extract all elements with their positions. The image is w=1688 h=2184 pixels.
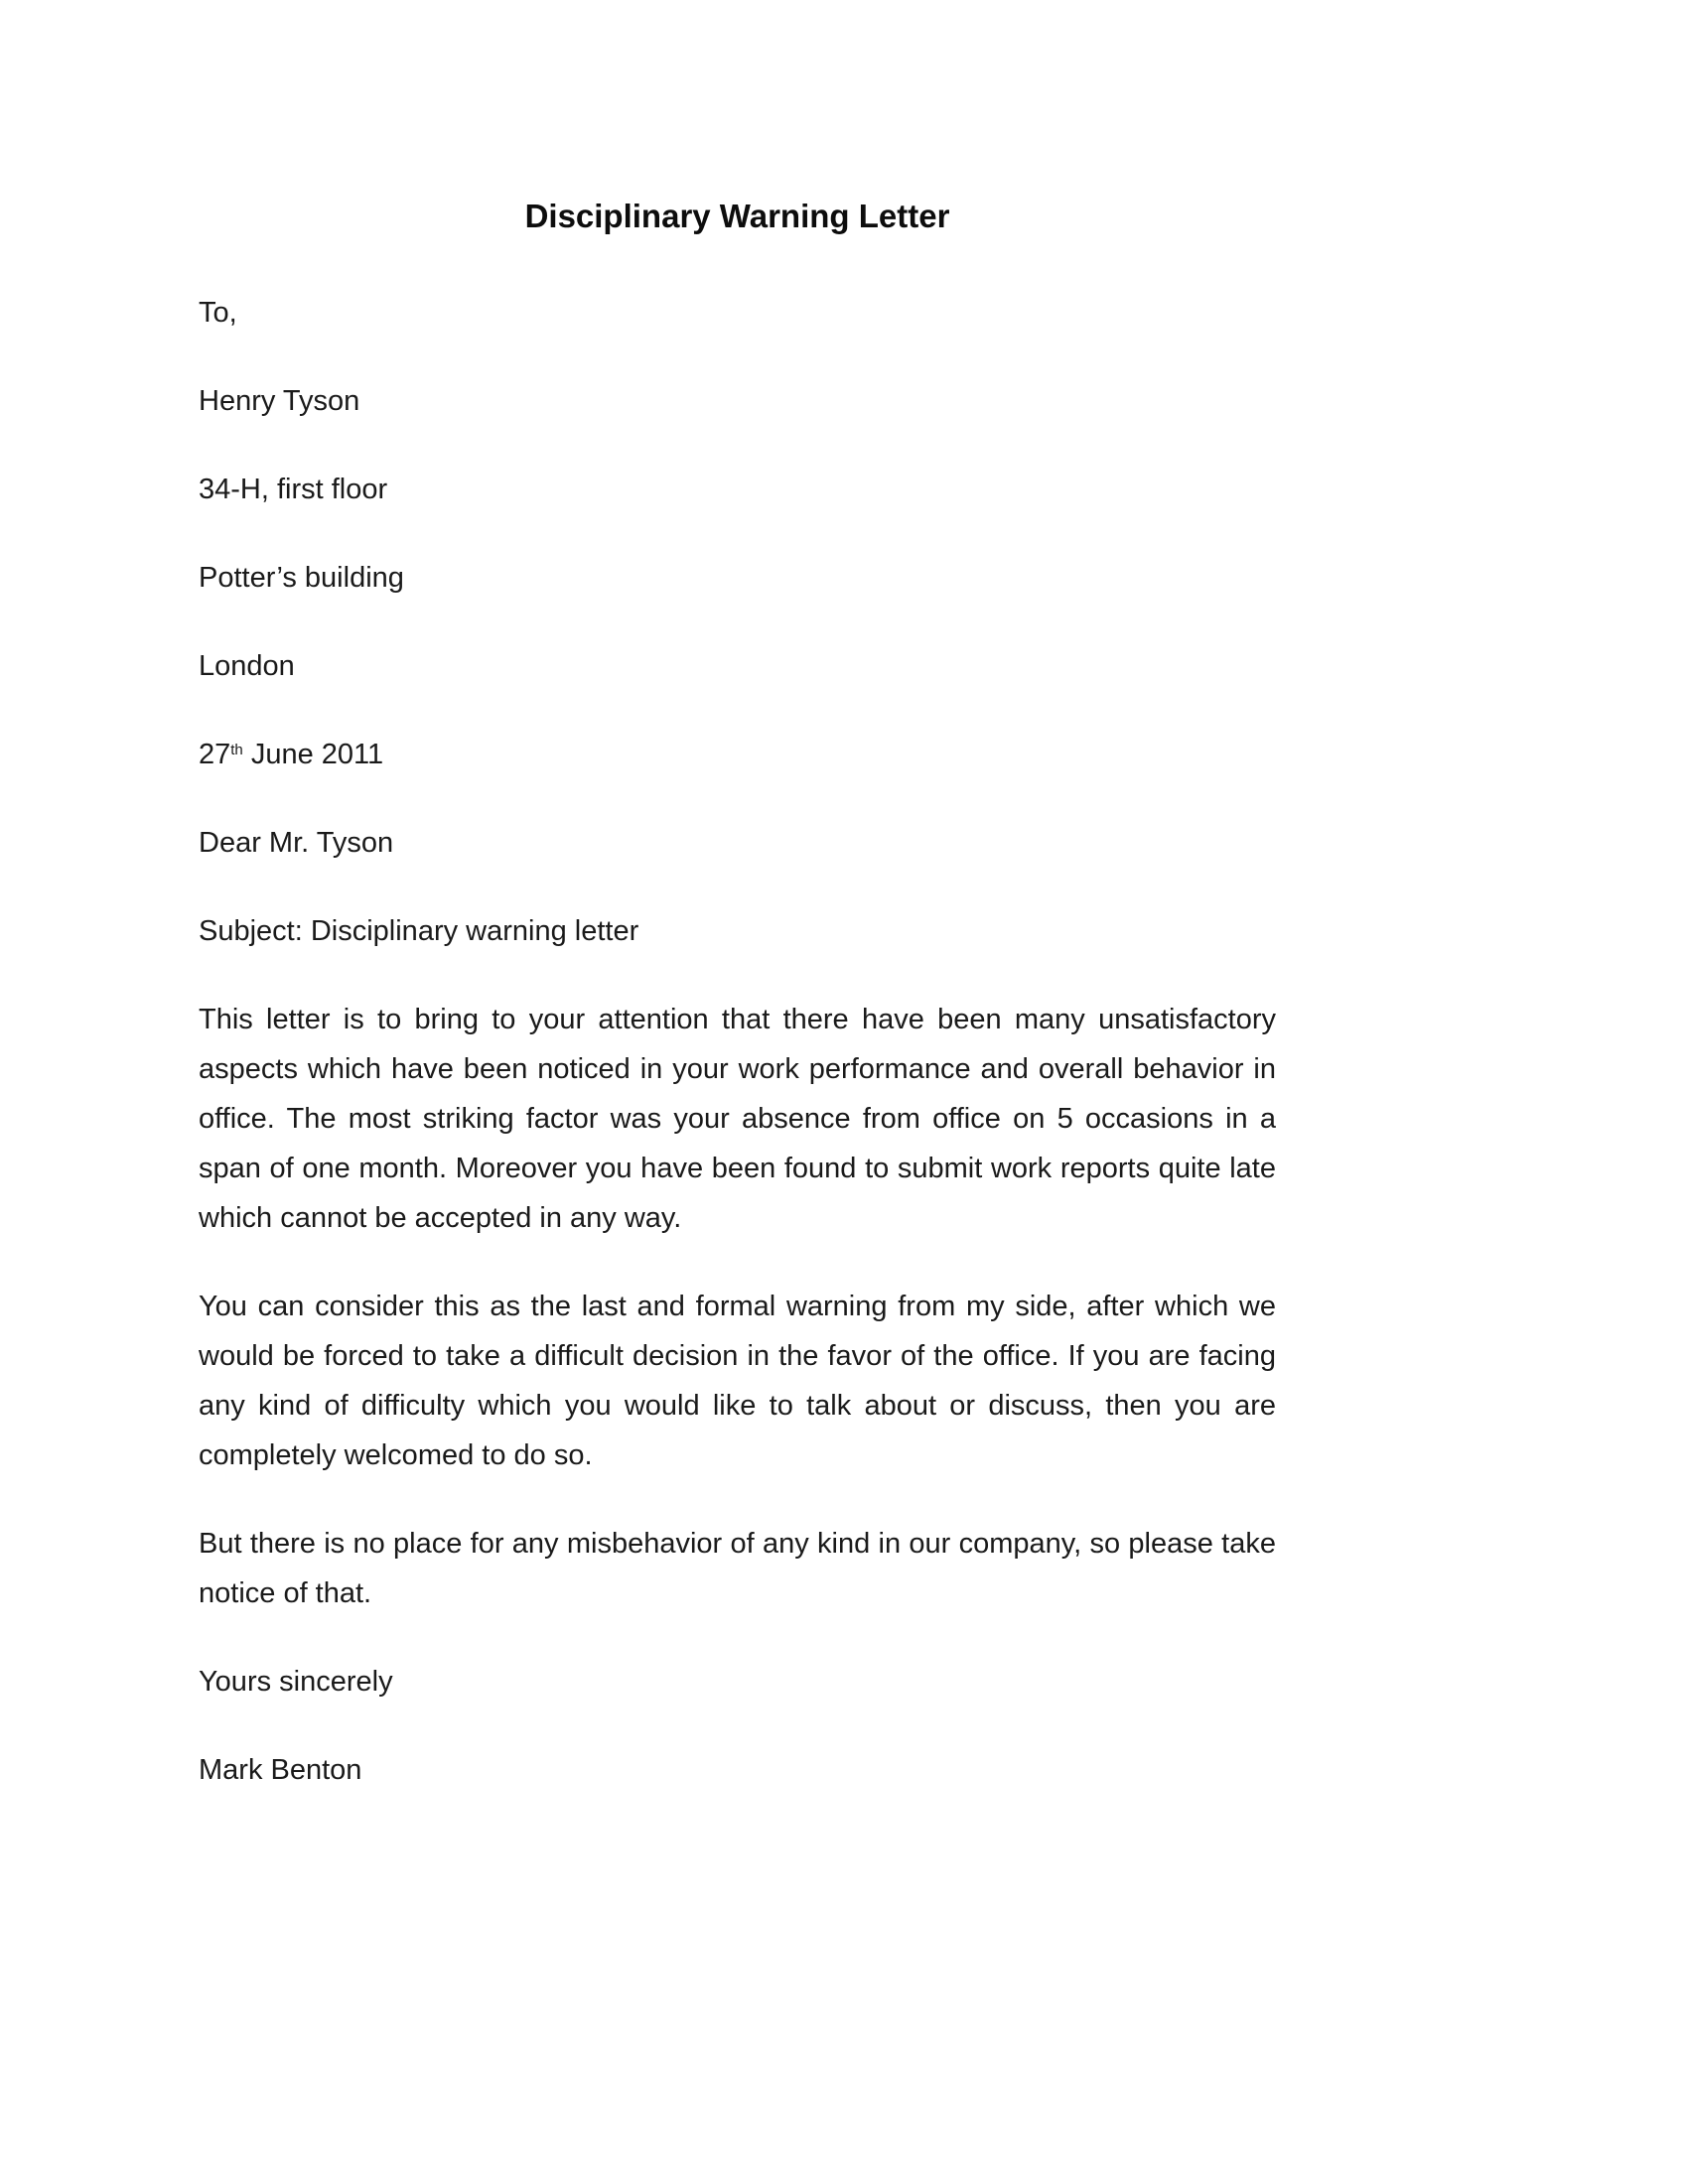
address-line: Potter’s building <box>199 562 404 594</box>
body-paragraph: This letter is to bring to your attention that there have been many unsatisfactory aspects which have been noticed in your work performance and overall behavior in office. The most striking factor was your absence from office on 5 occasions in a span of one month. Moreover you have been found to submit work reports quite late which cannot be accepted in any way. <box>199 1004 1276 1234</box>
signature-name: Mark Benton <box>199 1754 362 1786</box>
letter-body <box>199 288 1276 1834</box>
closing: Yours sincerely <box>199 1666 393 1698</box>
address-line: London <box>199 650 295 682</box>
to-label: To, <box>199 297 237 329</box>
date-ordinal-suffix: th <box>230 742 243 758</box>
address-line: 34-H, first floor <box>199 474 388 505</box>
date-day: 27 <box>199 739 231 770</box>
salutation: Dear Mr. Tyson <box>199 827 394 859</box>
date-month-year: June 2011 <box>242 739 384 770</box>
recipient-name: Henry Tyson <box>199 385 360 417</box>
letter-title: Disciplinary Warning Letter <box>524 198 950 234</box>
subject-line: Subject: Disciplinary warning letter <box>199 915 639 947</box>
body-paragraph: You can consider this as the last and formal warning from my side, after which we would be forced to take a difficult decision in the favor of the office. If you are facing any kind of difficulty which you would like to talk about or discuss, then you are completely welcomed to do so. <box>199 1291 1276 1471</box>
body-paragraph: But there is no place for any misbehavior of any kind in our company, so please take notice of that. <box>199 1528 1276 1609</box>
letter-date <box>199 730 1276 779</box>
